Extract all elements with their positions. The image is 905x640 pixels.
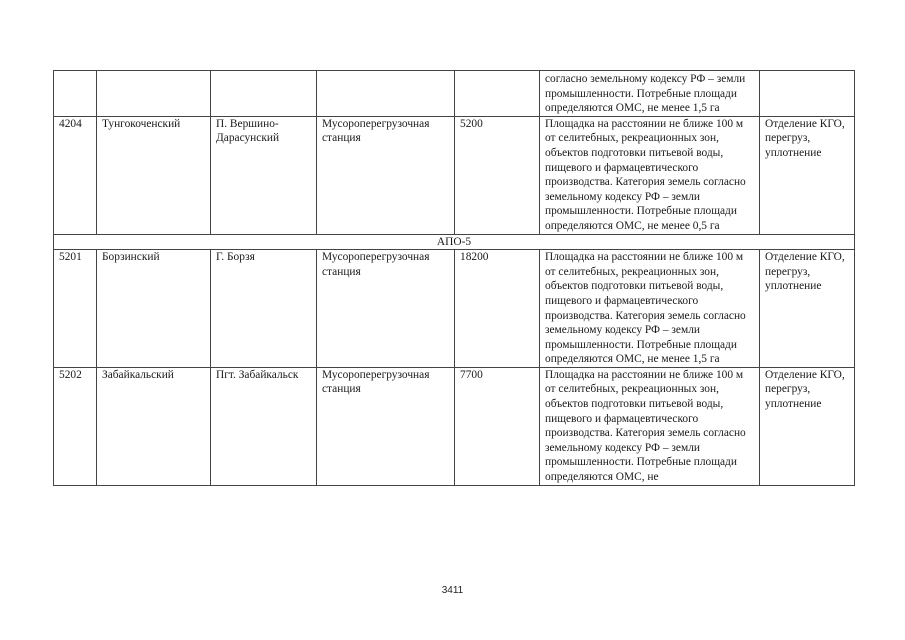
cell-object: Мусороперегрузочная станция bbox=[317, 116, 455, 234]
cell-processes: Отделение КГО, перегруз, уплотнение bbox=[760, 250, 855, 368]
cell-locality: П. Вершино-Дарасунский bbox=[211, 116, 317, 234]
cell-id: 5202 bbox=[54, 367, 97, 485]
cell-id bbox=[54, 71, 97, 117]
cell-locality: Г. Борзя bbox=[211, 250, 317, 368]
cell-locality bbox=[211, 71, 317, 117]
section-row bbox=[54, 234, 855, 250]
cell-district: Забайкальский bbox=[97, 367, 211, 485]
cell-object: Мусороперегрузочная станция bbox=[317, 250, 455, 368]
cell-capacity: 5200 bbox=[455, 116, 540, 234]
cell-capacity bbox=[455, 71, 540, 117]
table-row bbox=[54, 116, 855, 234]
table-row bbox=[54, 250, 855, 368]
table-row bbox=[54, 367, 855, 485]
cell-processes bbox=[760, 71, 855, 117]
cell-object bbox=[317, 71, 455, 117]
cell-district bbox=[97, 71, 211, 117]
cell-capacity: 7700 bbox=[455, 367, 540, 485]
section-title: АПО-5 bbox=[54, 234, 855, 250]
cell-requirements: Площадка на расстоянии не ближе 100 м от селитебных, рекреационных зон, объектов подготовки питьевой воды, пищевого и фармацевтического производства. Категория земель согласно земельному кодексу РФ – земли промышленности. Потребные площади определяются ОМС, не менее 1,5 га bbox=[540, 250, 760, 368]
cell-district: Борзинский bbox=[97, 250, 211, 368]
cell-processes: Отделение КГО, перегруз, уплотнение bbox=[760, 367, 855, 485]
cell-requirements: согласно земельному кодексу РФ – земли промышленности. Потребные площади определяются ОМС, не менее 1,5 га bbox=[540, 71, 760, 117]
cell-id: 4204 bbox=[54, 116, 97, 234]
cell-requirements: Площадка на расстоянии не ближе 100 м от селитебных, рекреационных зон, объектов подготовки питьевой воды, пищевого и фармацевтического производства. Категория земель согласно земельному кодексу РФ – земли промышленности. Потребные площади определяются ОМС, не менее 0,5 га bbox=[540, 116, 760, 234]
table-row-continued bbox=[54, 71, 855, 117]
cell-processes: Отделение КГО, перегруз, уплотнение bbox=[760, 116, 855, 234]
page-number: 3411 bbox=[441, 585, 464, 596]
cell-locality: Пгт. Забайкальск bbox=[211, 367, 317, 485]
cell-requirements: Площадка на расстоянии не ближе 100 м от селитебных, рекреационных зон, объектов подготовки питьевой воды, пищевого и фармацевтического производства. Категория земель согласно земельному кодексу РФ – земли промышленности. Потребные площади определяются ОМС, не bbox=[540, 367, 760, 485]
facilities-table bbox=[53, 70, 855, 486]
cell-id: 5201 bbox=[54, 250, 97, 368]
cell-capacity: 18200 bbox=[455, 250, 540, 368]
cell-object: Мусороперегрузочная станция bbox=[317, 367, 455, 485]
cell-district: Тунгокоченский bbox=[97, 116, 211, 234]
